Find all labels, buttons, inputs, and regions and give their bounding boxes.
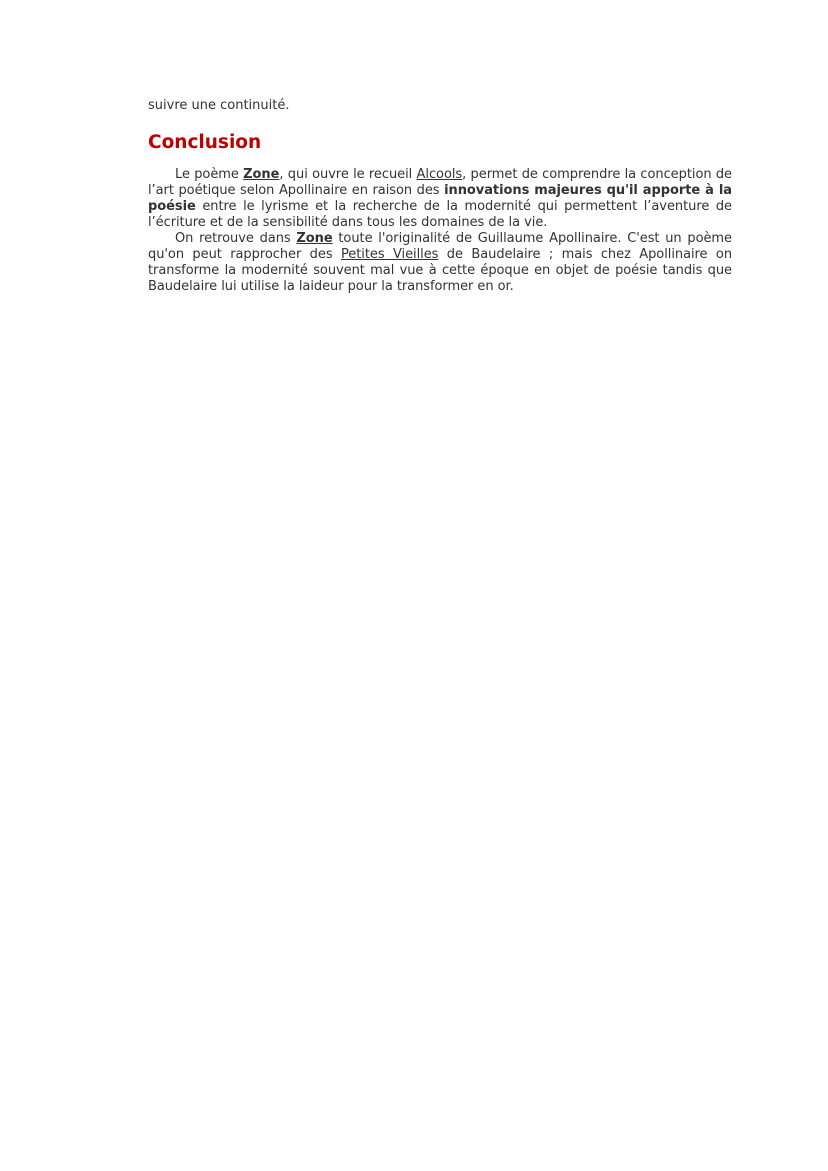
alcools-link[interactable]: Alcools <box>416 167 463 182</box>
paragraph-text: Le poème <box>175 167 244 182</box>
intro-fragment: suivre une continuité. <box>148 98 290 113</box>
petites-vieilles-link[interactable]: Petites Vieilles <box>340 247 439 262</box>
conclusion-paragraph-2 <box>148 231 732 295</box>
bold-emphasis: innovations majeures qu'il apporte à la poésie <box>148 183 732 214</box>
paragraph-text: toute l'originalité de Guillaume Apollinaire. C'est un poème qu'on peut rapprocher des <box>148 231 732 262</box>
conclusion-paragraph-1 <box>148 167 732 231</box>
paragraph-text: On retrouve dans <box>175 231 297 246</box>
section-title: Conclusion <box>148 132 262 153</box>
document-page <box>148 98 732 295</box>
zone-link[interactable]: Zone <box>296 231 333 246</box>
paragraph-text: de Baudelaire ; mais chez Apollinaire on transforme la modernité souvent mal vue à cette époque en objet de poésie tandis que Baudelaire lui utilise la laideur pour la transformer en or. <box>148 247 733 294</box>
paragraph-text: entre le lyrisme et la recherche de la modernité qui permettent l’aventure de l’écriture et de la sensibilité dans tous les domaines de la vie. <box>148 199 732 230</box>
zone-link[interactable]: Zone <box>243 167 280 182</box>
paragraph-text: , qui ouvre le recueil <box>279 167 417 182</box>
paragraph-text: , permet de comprendre la conception de l’art poétique selon Apollinaire en raison des <box>148 167 732 198</box>
